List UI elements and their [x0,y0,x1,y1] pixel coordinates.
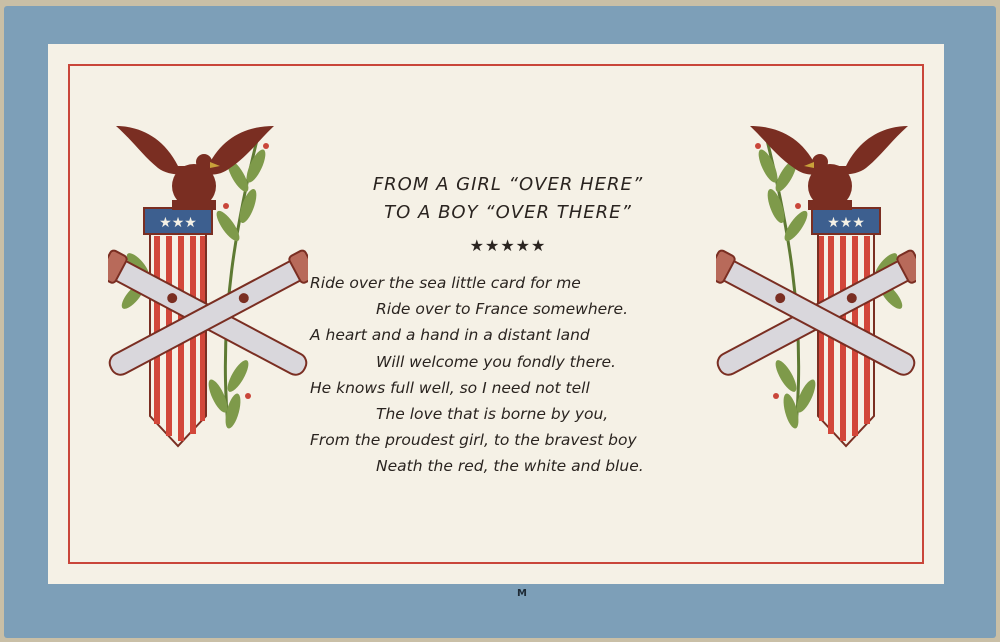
poem-line: Will welcome you fondly there. [376,352,616,371]
svg-text:★★★: ★★★ [159,215,197,231]
crossed-cannons-icon [108,249,308,382]
poem-line: Ride over to France somewhere. [376,300,629,319]
poem-line: Ride over the sea little card for me [310,274,581,292]
poem-line: He knows full well, so I need not tell [310,378,590,397]
card-face [48,44,944,584]
publisher-mark: M [517,588,527,599]
postcard [4,6,996,638]
svg-text:★★★: ★★★ [827,215,865,231]
heading-line-1: FROM A GIRL “OVER HERE” [372,174,644,195]
poem-line: Neath the red, the white and blue. [376,457,644,476]
star-divider: ★★★★★ [469,236,547,255]
poem-line: A heart and a hand in a distant land [310,326,590,345]
heading-line-2: TO A BOY “OVER THERE” [384,202,632,223]
poem-line: From the proudest girl, to the bravest boy [310,431,637,450]
poem-line: The love that is borne by you, [376,404,609,423]
left-emblem [108,96,308,456]
right-emblem [716,96,916,456]
crossed-cannons-icon [716,249,916,382]
poem [310,270,730,480]
